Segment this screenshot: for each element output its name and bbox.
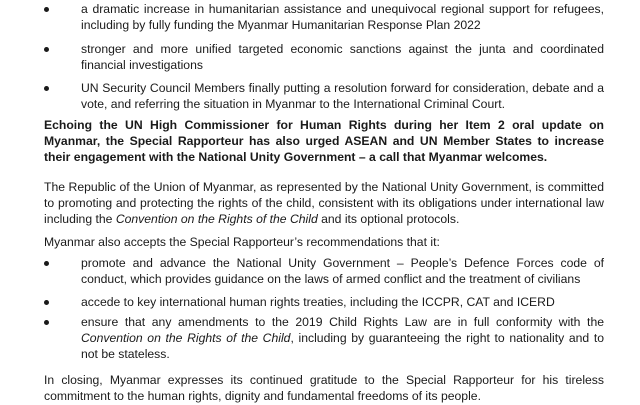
list-item-text xyxy=(81,255,604,287)
bullet-icon xyxy=(44,320,49,325)
republic-text: The Republic of the Union of Myanmar, as represented by the National Unity Government, is committed to promoting and protecting the rights of the child, consistent with its obligations under international law including the xyxy=(44,180,604,226)
list-item-text-part: promote and advance the National Unity Government – People’s Defence Forces code of conduct, which provides guidance on the laws of armed conflict and the treatment of civilians xyxy=(81,256,604,286)
bullet-icon xyxy=(44,47,49,52)
bold-paragraph: Echoing the UN High Commissioner for Human Rights during her Item 2 oral update on Myanmar, the Special Rapporteur has also urged ASEAN and UN Member States to increase their engagement with the National Unity Government – a call that Myanmar welcomes. xyxy=(44,118,604,164)
convention-title: Convention on the Rights of the Child xyxy=(81,331,291,345)
list-item-text-part: , including by guaranteeing the right to nationality and to not be stateless. xyxy=(81,331,604,361)
list-item-text-part: accede to key international human rights treaties, including the ICCPR, CAT and ICERD xyxy=(81,295,555,309)
bullet-icon xyxy=(44,300,49,305)
bullet-icon xyxy=(44,7,49,12)
list-item-text xyxy=(81,294,604,310)
republic-paragraph xyxy=(44,179,604,227)
list-item-text: UN Security Council Members finally putting a resolution forward for consideration, debate and a vote, and referring the situation in Myanmar to the International Criminal Court. xyxy=(81,81,604,111)
convention-title: Convention on the Rights of the Child xyxy=(115,212,318,226)
list-item-text xyxy=(81,314,604,362)
accepts-paragraph: Myanmar also accepts the Special Rapporteur’s recommendations that it: xyxy=(44,235,440,249)
closing-paragraph: In closing, Myanmar expresses its continued gratitude to the Special Rapporteur for his tireless commitment to the human rights, dignity and fundamental freedoms of its people. xyxy=(44,373,604,403)
republic-text-end: and its optional protocols. xyxy=(317,212,460,226)
bullet-icon xyxy=(44,86,49,91)
bullet-icon xyxy=(44,261,49,266)
list-item-text-part: ensure that any amendments to the 2019 Child Rights Law are in full conformity with the xyxy=(81,315,604,329)
list-item-text: stronger and more unified targeted economic sanctions against the junta and coordinated financial investigations xyxy=(81,42,604,72)
list-item-text: a dramatic increase in humanitarian assistance and unequivocal regional support for refugees, including by fully funding the Myanmar Humanitarian Response Plan 2022 xyxy=(81,2,604,32)
